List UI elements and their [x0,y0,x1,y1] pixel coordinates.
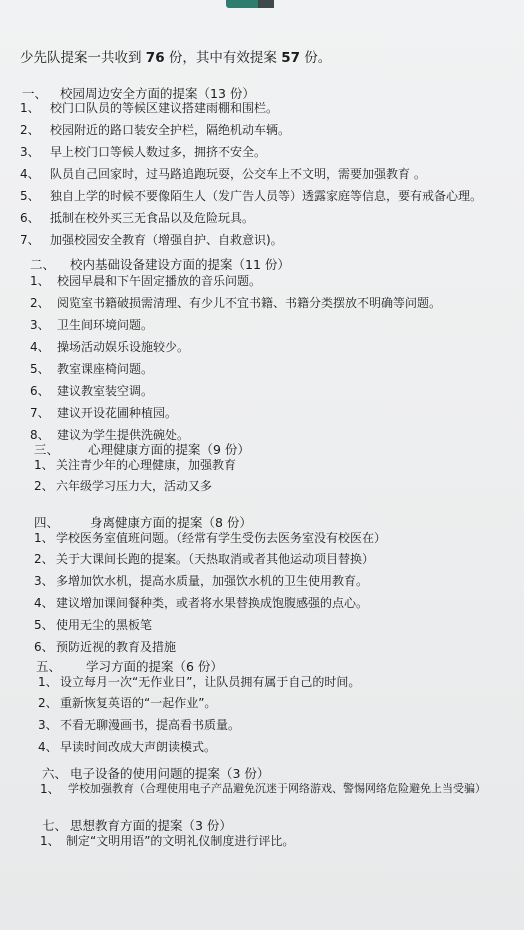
section-number: 一、 [22,86,48,101]
section-number: 四、 [34,515,60,530]
section-title: 思想教育方面的提案（3 份） [70,818,232,833]
item-number: 4、 [38,740,58,754]
item-text: 不看无聊漫画书，提高看书质量。 [60,718,241,732]
section-number: 七、 [42,818,68,833]
item-number: 2、 [34,552,54,566]
item-number: 8、 [30,428,50,442]
item-text: 教室课座椅问题。 [57,362,154,376]
item-text: 使用无尘的黑板笔 [56,618,153,632]
summary-line [20,46,331,66]
item-text: 设立每月一次“无作业日”，让队员拥有属于自己的时间。 [60,675,361,689]
item-text: 阅览室书籍破损需清理、有少儿不宜书籍、书籍分类摆放不明确等问题。 [57,296,442,310]
item-text: 关注青少年的心理健康，加强教育 [56,458,237,472]
item-text: 操场活动娱乐设施较少。 [57,340,190,354]
item-number: 4、 [20,167,40,181]
item-number: 5、 [34,618,54,632]
section-title: 身离健康方面的提案（8 份） [90,515,252,530]
item-text: 建议教室装空调。 [57,384,154,398]
item-number: 1、 [34,458,54,472]
item-text: 早上校门口等候人数过多，拥挤不安全。 [50,145,267,159]
item-number: 4、 [30,340,50,354]
summary-valid: 57 [281,50,300,66]
section-number: 五、 [36,659,62,674]
item-number: 3、 [20,145,40,159]
item-text: 校园早晨和下午固定播放的音乐问题。 [57,274,262,288]
item-number: 6、 [20,211,40,225]
summary-mid: 份，其中有效提案 [164,50,282,66]
summary-total: 76 [145,50,165,66]
item-text: 学校加强教育（合理使用电子产品避免沉迷于网络游戏、警惕网络危险避免上当受骗） [68,782,486,795]
item-text: 重新恢复英语的“一起作业”。 [60,696,217,710]
item-number: 2、 [34,479,54,493]
item-number: 1、 [40,834,60,848]
item-text: 建议增加课间餐种类，或者将水果替换成饱腹感强的点心。 [56,596,369,610]
item-text: 早读时间改成大声朗读模式。 [60,740,217,754]
item-number: 3、 [30,318,50,332]
item-text: 建议为学生提供洗碗处。 [57,428,190,442]
section-title: 校园周边安全方面的提案（13 份） [60,86,255,101]
section-number: 二、 [30,257,56,272]
item-text: 学校医务室值班问题。（经常有学生受伤去医务室没有校医在） [56,531,387,545]
item-text: 卫生间环境问题。 [57,318,154,332]
item-number: 7、 [20,233,40,247]
item-text: 校园附近的路口装安全护栏，隔绝机动车辆。 [50,123,291,137]
item-number: 4、 [34,596,54,610]
item-number: 3、 [38,718,58,732]
item-number: 2、 [20,123,40,137]
item-number: 6、 [30,384,50,398]
section-title: 电子设备的使用问题的提案（3 份） [70,766,270,781]
item-number: 1、 [20,101,40,115]
item-text: 校门口队员的等候区建议搭建雨棚和围栏。 [50,101,279,115]
item-number: 1、 [30,274,50,288]
item-text: 关于大课间长跑的提案。（天热取消或者其他运动项目替换） [56,552,375,566]
item-text: 预防近视的教育及措施 [56,640,177,654]
item-number: 3、 [34,574,54,588]
item-number: 1、 [40,782,60,796]
item-text: 独自上学的时候不要像陌生人（发广告人员等）透露家庭等信息，要有戒备心理。 [50,189,483,203]
item-text: 六年级学习压力大，活动又多 [56,479,213,493]
section-title: 校内基础设备建设方面的提案（11 份） [70,257,290,272]
item-number: 5、 [20,189,40,203]
binder-clip-shadow [258,0,274,8]
item-text: 队员自己回家时，过马路追跑玩耍，公交车上不文明，需要加强教育 。 [50,167,426,181]
section-title: 心理健康方面的提案（9 份） [88,442,250,457]
section-title: 学习方面的提案（6 份） [86,659,223,674]
item-text: 制定“文明用语”的文明礼仪制度进行评比。 [66,834,295,848]
item-number: 1、 [38,675,58,689]
item-text: 多增加饮水机，提高水质量，加强饮水机的卫生使用教育。 [56,574,369,588]
item-text: 加强校园安全教育（增强自护、自救意识)。 [50,233,283,247]
item-number: 1、 [34,531,54,545]
item-text: 抵制在校外买三无食品以及危险玩具。 [50,211,255,225]
item-number: 5、 [30,362,50,376]
item-number: 2、 [30,296,50,310]
item-text: 建议开设花圃种植园。 [57,406,178,420]
summary-suffix: 份。 [299,50,332,66]
item-number: 6、 [34,640,54,654]
summary-prefix: 少先队提案一共收到 [20,50,146,66]
section-number: 三、 [34,442,60,457]
item-number: 2、 [38,696,58,710]
section-number: 六、 [42,766,68,781]
item-number: 7、 [30,406,50,420]
